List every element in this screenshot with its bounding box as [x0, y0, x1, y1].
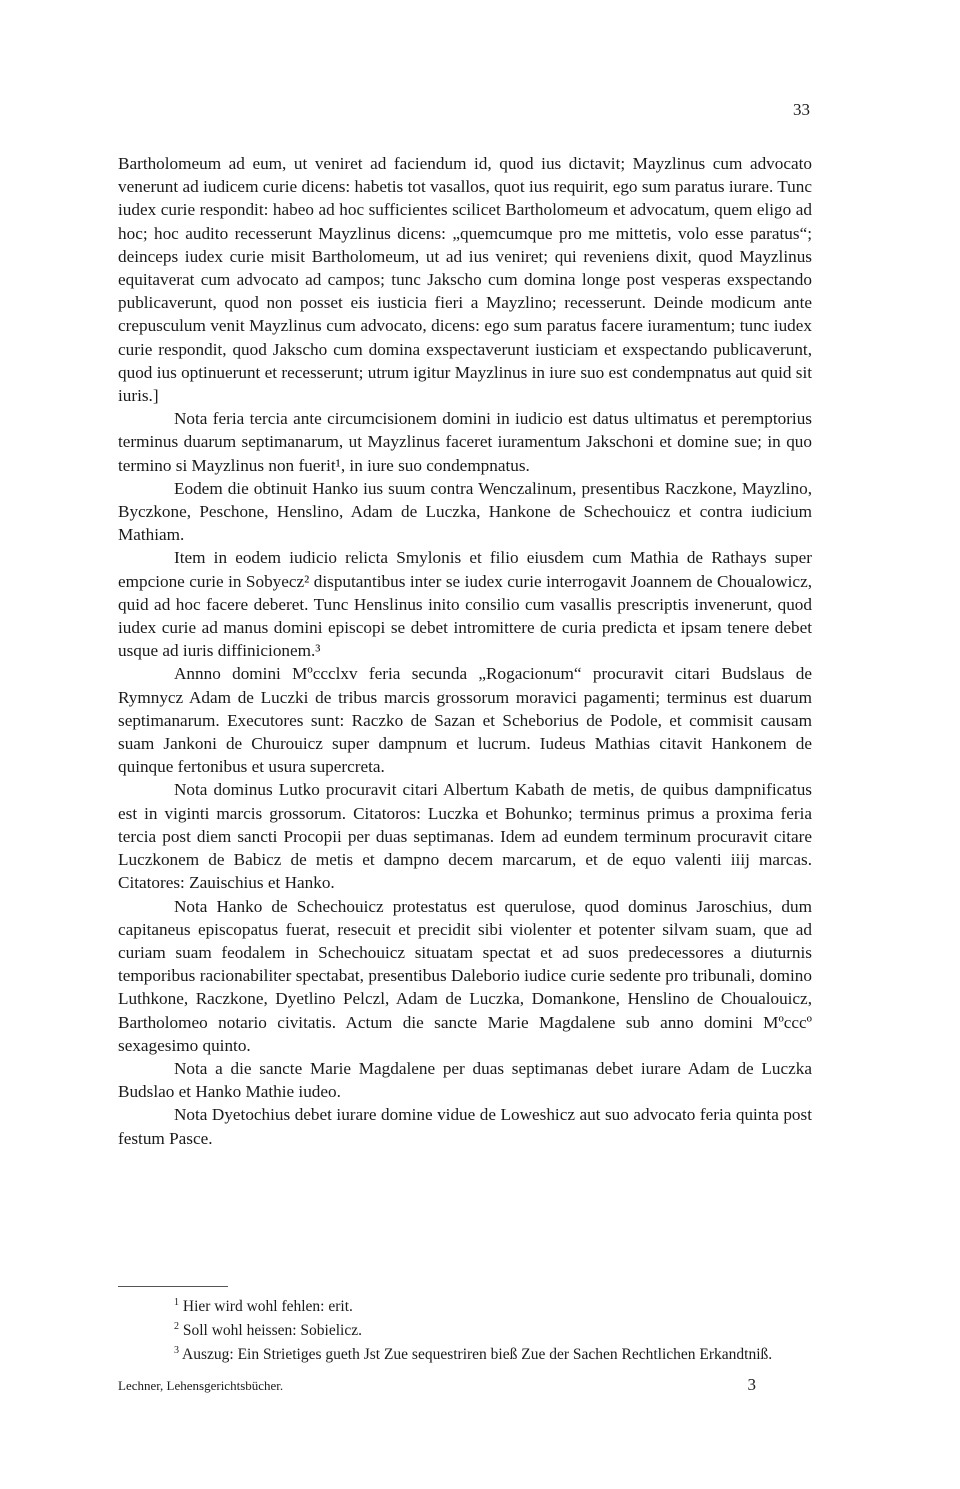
paragraph: Bartholomeum ad eum, ut veniret ad faciendum id, quod ius dictavit; Mayzlinus cum advocato venerunt ad iudicem curie dicens: habetis tot vasallos, quot ius requirit, ego sum paratus iurare. Tunc iudex curie respondit: habeo ad hoc sufficientes scilicet Bartholomeum et advocatum, quem eligo ad hoc; hoc audito recesserunt Mayzlinus dicens: „quemcumque pro me mittetis, volo esse paratus“; deinceps iudex curie misit Bartholomeum, ut ad ius veniret; qui reveniens dixit, quod Mayzlinus equitaverat cum advocato ad campos; tunc Jakscho cum domina longe post vesperas exspectando publicaverunt, quod non posset eis iusticia fieri a Mayzlino; recesserunt. Deinde modicum ante crepusculum venit Mayzlinus cum advocato, dicens: ego sum paratus facere iuramentum; tunc iudex curie respondit, quod Jakscho cum domina exspectaverunt iusticiam et exspectando publicaverunt, quod ius optinuerunt et recesserunt; utrum igitur Mayzlinus in iure suo est condempnatus aut quid sit iuris.] — [118, 154, 812, 406]
paragraph: Nota Hanko de Schechouicz protestatus est querulose, quod dominus Jaroschius, dum capitaneus episcopatus fuerat, resecuit et precidit sibi violenter et potenter silvam suam, que ad curiam suam feodalem in Schechouicz situatam spectat et ad suos predecessores a diuturnis temporibus racionabiliter spectabat, presentibus Daleborio iudice curie sedente pro tribunali, domino Luthkone, Raczkone, Dyetlino Pelczl, Adam de Luczka, Domankone, Henslino de Choualouicz, Bartholomeo notario civitatis. Actum die sancte Marie Magdalene sub anno domini Mºcccº sexagesimo quinto. — [118, 896, 812, 1055]
paragraph: Eodem die obtinuit Hanko ius suum contra Wenczalinum, presentibus Raczkone, Mayzlino, Byczkone, Peschone, Henslino, Adam de Luczka, Hankone de Schechouicz et contra iudicium Mathiam. — [118, 478, 812, 545]
footnote-mark: 3 — [174, 1345, 179, 1357]
footnote-mark: 1 — [174, 1297, 179, 1308]
footnote-text: Hier wird wohl fehlen: erit. — [182, 1298, 353, 1316]
paragraph: Nota a die sancte Marie Magdalene per duas septimanas debet iurare Adam de Luczka Budslao et Hanko Mathie iudeo. — [118, 1058, 812, 1102]
paragraph: Nota Dyetochius debet iurare domine vidue de Loweshicz aut suo advocato feria quinta post festum Pasce. — [118, 1105, 812, 1148]
footnote — [118, 1317, 812, 1341]
footnote — [118, 1293, 812, 1317]
footnote-mark: 2 — [174, 1321, 179, 1333]
footnote-divider — [118, 1286, 228, 1287]
paragraph: Nota dominus Lutko procuravit citari Albertum Kabath de metis, de quibus dampnificatus est in viginti marcis grossorum. Citatoros: Luczka et Bohunko; terminus primus a proxima feria tercia post diem sancti Procopii per duas septimanas. Idem ad eundem terminum procuravit citare Luczkonem de Babicz de metis et dampno decem marcarum, et de equo valenti iiij marcas. Citatores: Zauischius et Hanko. — [118, 780, 812, 893]
footer-source: Lechner, Lehensgerichtsbücher. — [118, 1378, 284, 1393]
paragraph: Nota feria tercia ante circumcisionem domini in iudicio est datus ultimatus et peremptorius terminus duarum septimanarum, ut Mayzlinus faceret iuramentum Jakschoni et domine sue; in quo termino si Mayzlinus non fuerit¹, in iure suo condempnatus. — [118, 409, 812, 475]
paragraph: Annno domini Mºccclxv feria secunda „Rogacionum“ procuravit citari Budslaus de Rymnycz Adam de Luczki de tribus marcis grossorum moravici pagamenti; terminus est duarum septimanarum. Executores sunt: Raczko de Sazan et Scheborius de Podole, et commisit causam suam Jankoni de Churouicz super dampnum et lucrum. Iudeus Mathias citavit Hankonem de quinque fertonibus et usura supercreta. — [118, 664, 812, 777]
footnote — [118, 1341, 812, 1365]
footnotes — [118, 1293, 812, 1365]
page-number: 33 — [793, 100, 810, 119]
footnote-text: Soll wohl heissen: Sobielicz. — [182, 1322, 362, 1340]
footnote-text: Auszug: Ein Strietiges gueth Jst Zue sequestriren bieß Zue der Sachen Rechtlichen Erkandtniß. — [182, 1346, 773, 1364]
main-text — [118, 152, 812, 1150]
paragraph: Item in eodem iudicio relicta Smylonis et filio eiusdem cum Mathia de Rathays super empcione curie in Sobyecz² disputantibus inter se iudex curie interrogavit Joannem de Choualowicz, quid ad hoc facere deberet. Tunc Henslinus inito consilio cum vasallis prescriptis invenerunt, quod iudex curie ad manus domini episcopi se debet intromittere de curia predicta et ipsam tenere debet usque ad iuris diffinicionem.³ — [118, 548, 812, 661]
signature-mark: 3 — [747, 1375, 756, 1394]
